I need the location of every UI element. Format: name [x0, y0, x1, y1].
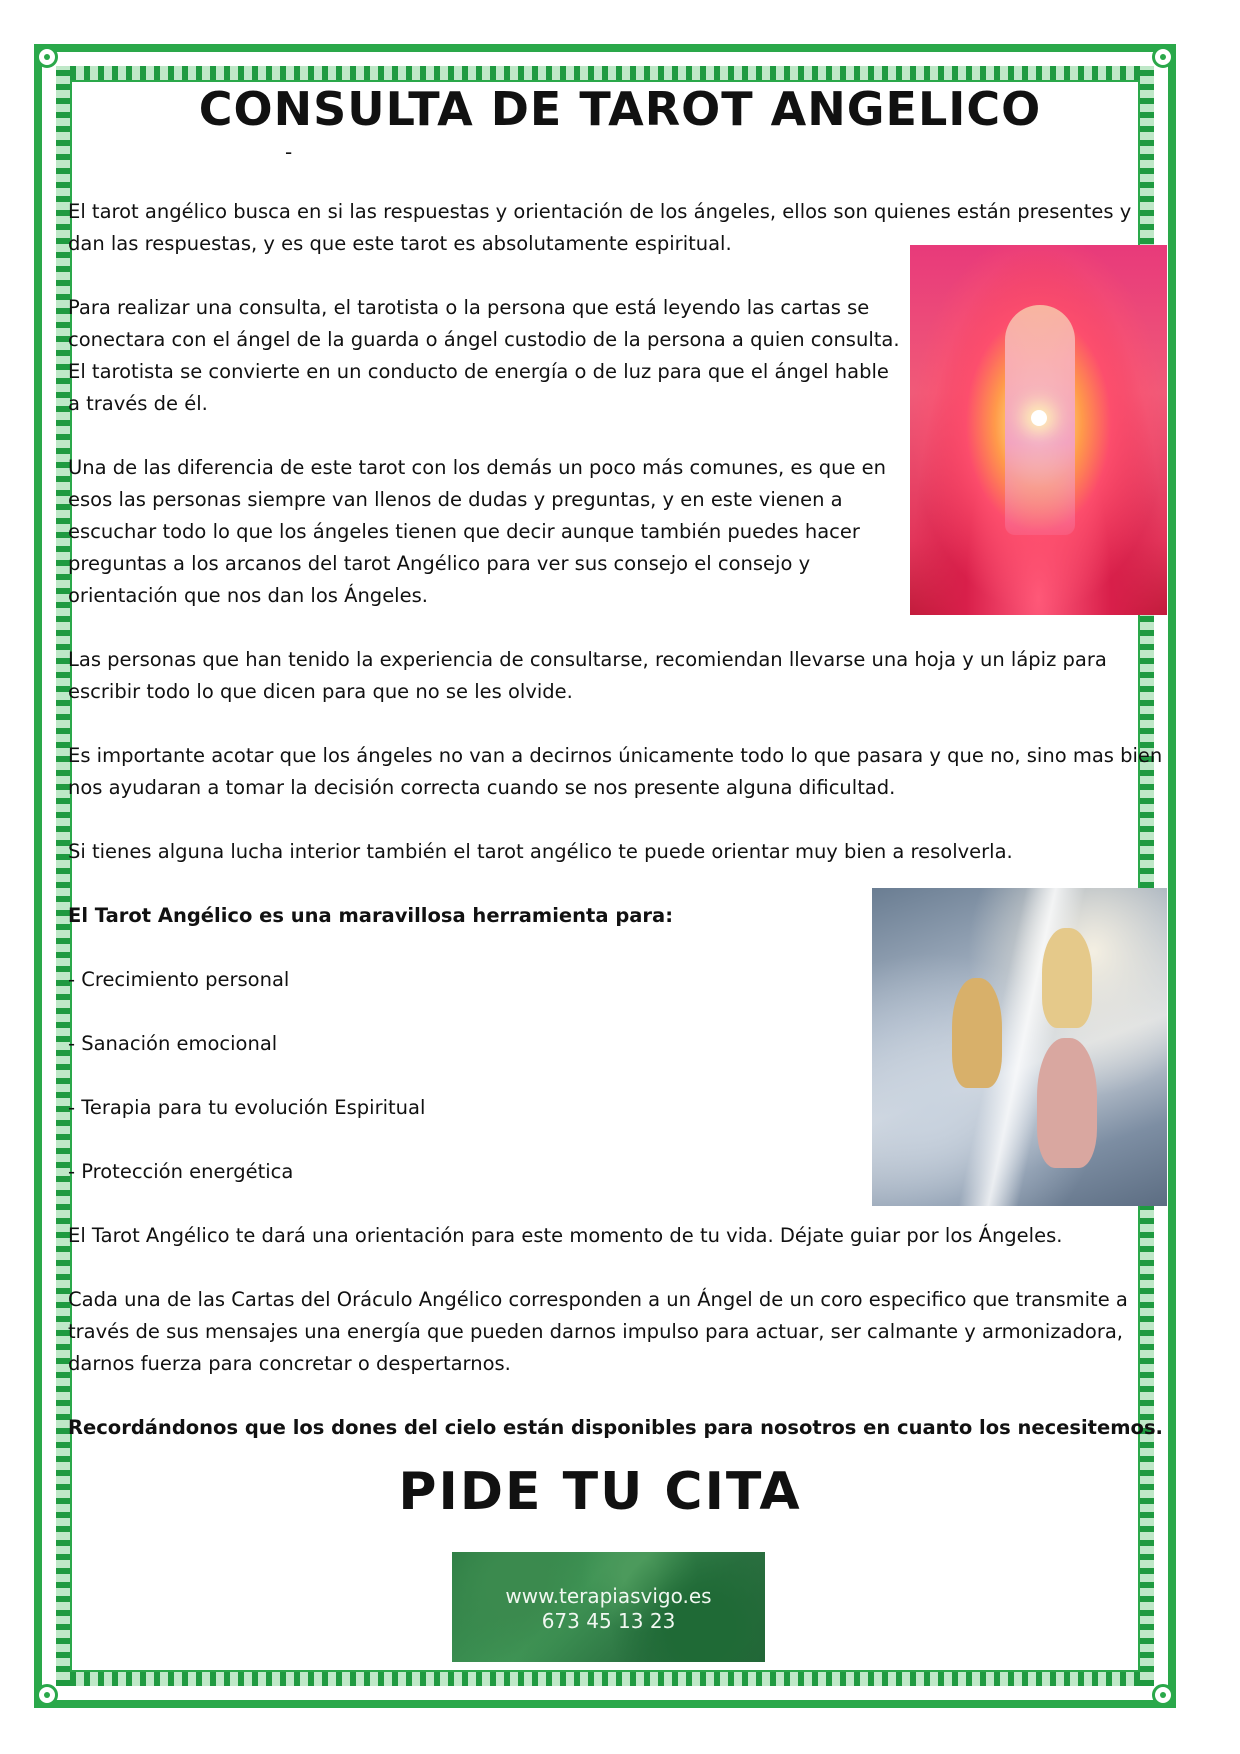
page-title: CONSULTA DE TAROT ANGELICO: [198, 82, 1042, 136]
paragraph-consulta: Para realizar una consulta, el tarotista o la persona que está leyendo las cartas se conectara con el ángel de la guarda o ángel custodio de la persona a quien consulta. El tarotista se convierte en un conducto de energía o de luz para que el ángel hable a través de él.: [68, 296, 900, 415]
website-link[interactable]: www.terapiasvigo.es: [505, 1584, 712, 1608]
subtitle-mark: -: [285, 140, 293, 164]
corner-ornament-icon: [1152, 1684, 1174, 1706]
paragraph-cartas: Cada una de las Cartas del Oráculo Angélico corresponden a un Ángel de un coro especifico que transmite a través de sus mensajes una energía que pueden darnos impulso para actuar, ser calmante y armonizadora, darnos fuerza para concretar o despertarnos.: [68, 1288, 1128, 1375]
paragraph-orientacion: El Tarot Angélico te dará una orientación para este momento de tu vida. Déjate guiar por los Ángeles.: [68, 1224, 1063, 1247]
paragraph-diferencia: Una de las diferencia de este tarot con los demás un poco más comunes, es que en esos las personas siempre van llenos de dudas y preguntas, y en este vienen a escuchar todo lo que los ángeles tienen que decir aunque también puedes hacer preguntas a los arcanos del tarot Angélico para ver sus consejo el consejo y orientación que nos dan los Ángeles.: [68, 456, 887, 607]
corner-ornament-icon: [36, 46, 58, 68]
paragraph-intro: El tarot angélico busca en si las respuestas y orientación de los ángeles, ellos son quienes están presentes y dan las respuestas, y es que este tarot es absolutamente espiritual.: [68, 200, 1132, 255]
list-item: - Terapia para tu evolución Espiritual: [68, 1096, 426, 1119]
paragraph-closing: Recordándonos que los dones del cielo están disponibles para nosotros en cuanto los necesitemos.: [68, 1416, 1163, 1439]
corner-ornament-icon: [1152, 46, 1174, 68]
list-item: - Protección energética: [68, 1160, 294, 1183]
list-heading: El Tarot Angélico es una maravillosa herramienta para:: [68, 904, 674, 927]
call-to-action: PIDE TU CITA: [398, 1462, 802, 1522]
paragraph-lucha: Si tienes alguna lucha interior también el tarot angélico te puede orientar muy bien a resolverla.: [68, 840, 1013, 863]
corner-ornament-icon: [36, 1684, 58, 1706]
phone-number[interactable]: 673 45 13 23: [541, 1609, 676, 1633]
contact-banner[interactable]: [452, 1552, 765, 1662]
list-item: - Sanación emocional: [68, 1032, 278, 1055]
article-body: [68, 196, 1168, 1476]
paragraph-experiencia: Las personas que han tenido la experiencia de consultarse, recomiendan llevarse una hoja y un lápiz para escribir todo lo que dicen para que no se les olvide.: [68, 648, 1107, 703]
list-item: - Crecimiento personal: [68, 968, 290, 991]
paragraph-importante: Es importante acotar que los ángeles no van a decirnos únicamente todo lo que pasara y que no, sino mas bien nos ayudaran a tomar la decisión correcta cuando se nos presente alguna dificultad.: [68, 744, 1163, 799]
